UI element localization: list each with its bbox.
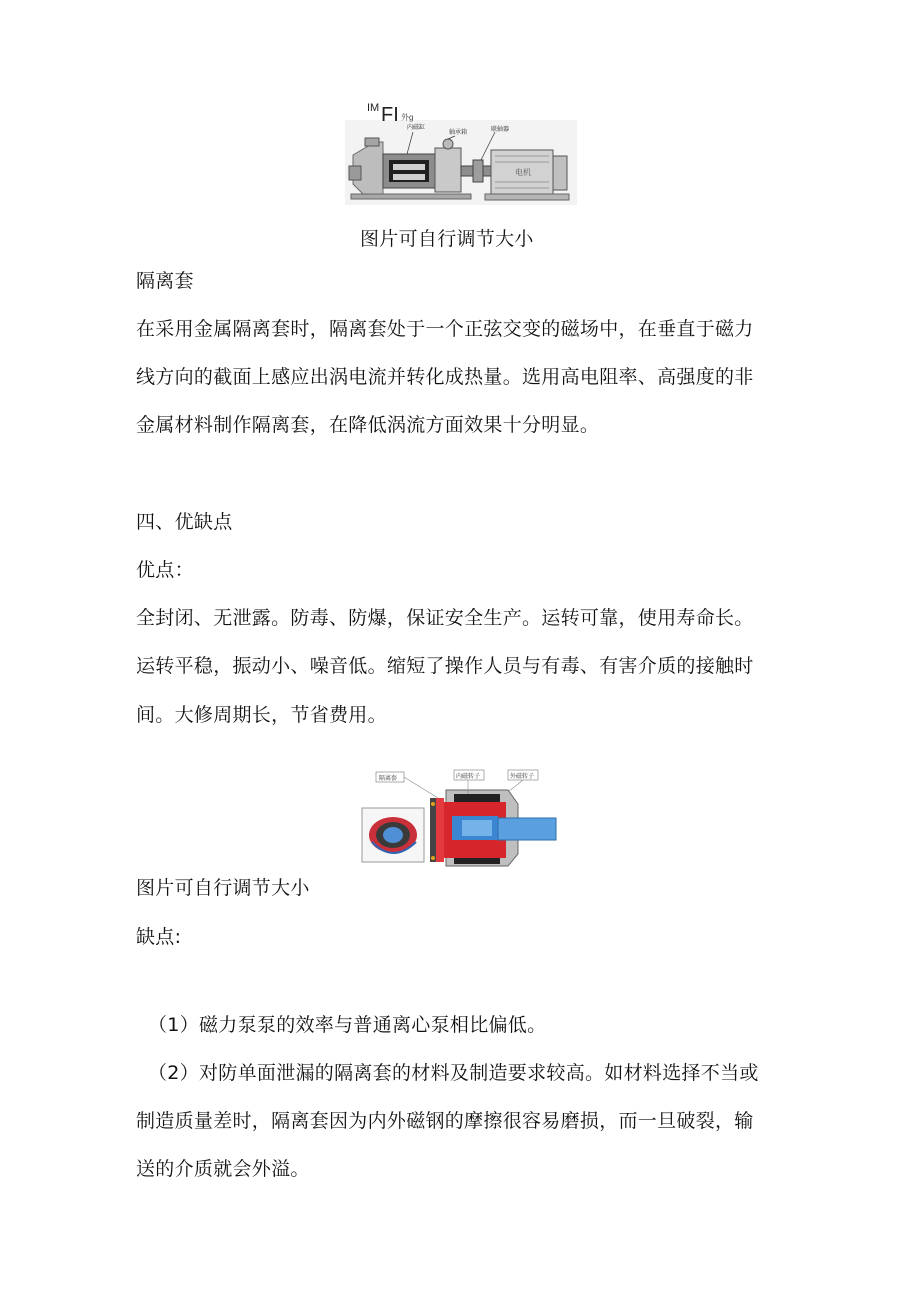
pros-label: 优点： [136,559,194,581]
isolation-paragraph-line-2: 线方向的截面上感应出涡电流并转化成热量。选用高电阻率、高强度的非 [136,366,754,388]
pump-diagram-drawing [345,120,577,205]
magnetic-coupling-drawing [358,768,562,870]
magnetic-coupling-diagram [358,768,562,870]
coupling-tag-isolation-sleeve: 隔离套 [379,775,398,782]
pros-paragraph-line-3: 间。大修周期长，节省费用。 [136,704,387,726]
pros-paragraph-line-2: 运转平稳，振动小、噪音低。缩短了操作人员与有毒、有害介质的接触时 [136,655,754,677]
pros-paragraph-line-1: 全封闭、无泄露。防毒、防爆，保证安全生产。运转可靠，使用寿命长。 [136,607,754,629]
heading-isolation-sleeve: 隔离套 [136,270,194,292]
figure2-caption: 图片可自行调节大小 [136,877,310,899]
pump-diagram [345,120,577,205]
figure1-caption: 图片可自行调节大小 [360,228,534,250]
isolation-paragraph-line-1: 在采用金属隔离套时，隔离套处于一个正弦交变的磁场中，在垂直于磁力 [136,318,754,340]
figure1-overlay-small: IM [367,102,380,114]
isolation-paragraph-line-3: 金属材料制作隔离套，在降低涡流方面效果十分明显。 [136,414,600,436]
cons-item-2-line-3: 送的介质就会外溢。 [136,1158,310,1180]
pump-motor-label: 电机 [515,168,531,177]
cons-item-1: （1）磁力泵泵的效率与普通离心泵相比偏低。 [148,1014,547,1036]
section-heading-pros-cons: 四、优缺点 [136,511,233,533]
figure1-overlay-big: FI [381,104,399,126]
coupling-tag-inner-rotor: 内磁转子 [456,773,481,780]
pump-tag-bearing-box: 轴承箱 [449,129,468,136]
coupling-tag-outer-rotor: 外磁转子 [510,773,535,780]
figure1-overlay-tiny: 外g [401,113,414,122]
cons-item-2-line-1: （2）对防单面泄漏的隔离套的材料及制造要求较高。如材料选择不当或 [148,1062,759,1084]
cons-label: 缺点: [136,926,182,948]
cons-item-2-line-2: 制造质量差时，隔离套因为内外磁钢的摩擦很容易磨损，而一旦破裂，输 [136,1110,754,1132]
pump-tag-inner-magnet: 内磁缸 [407,124,426,131]
pump-tag-coupling: 联轴器 [491,126,510,133]
